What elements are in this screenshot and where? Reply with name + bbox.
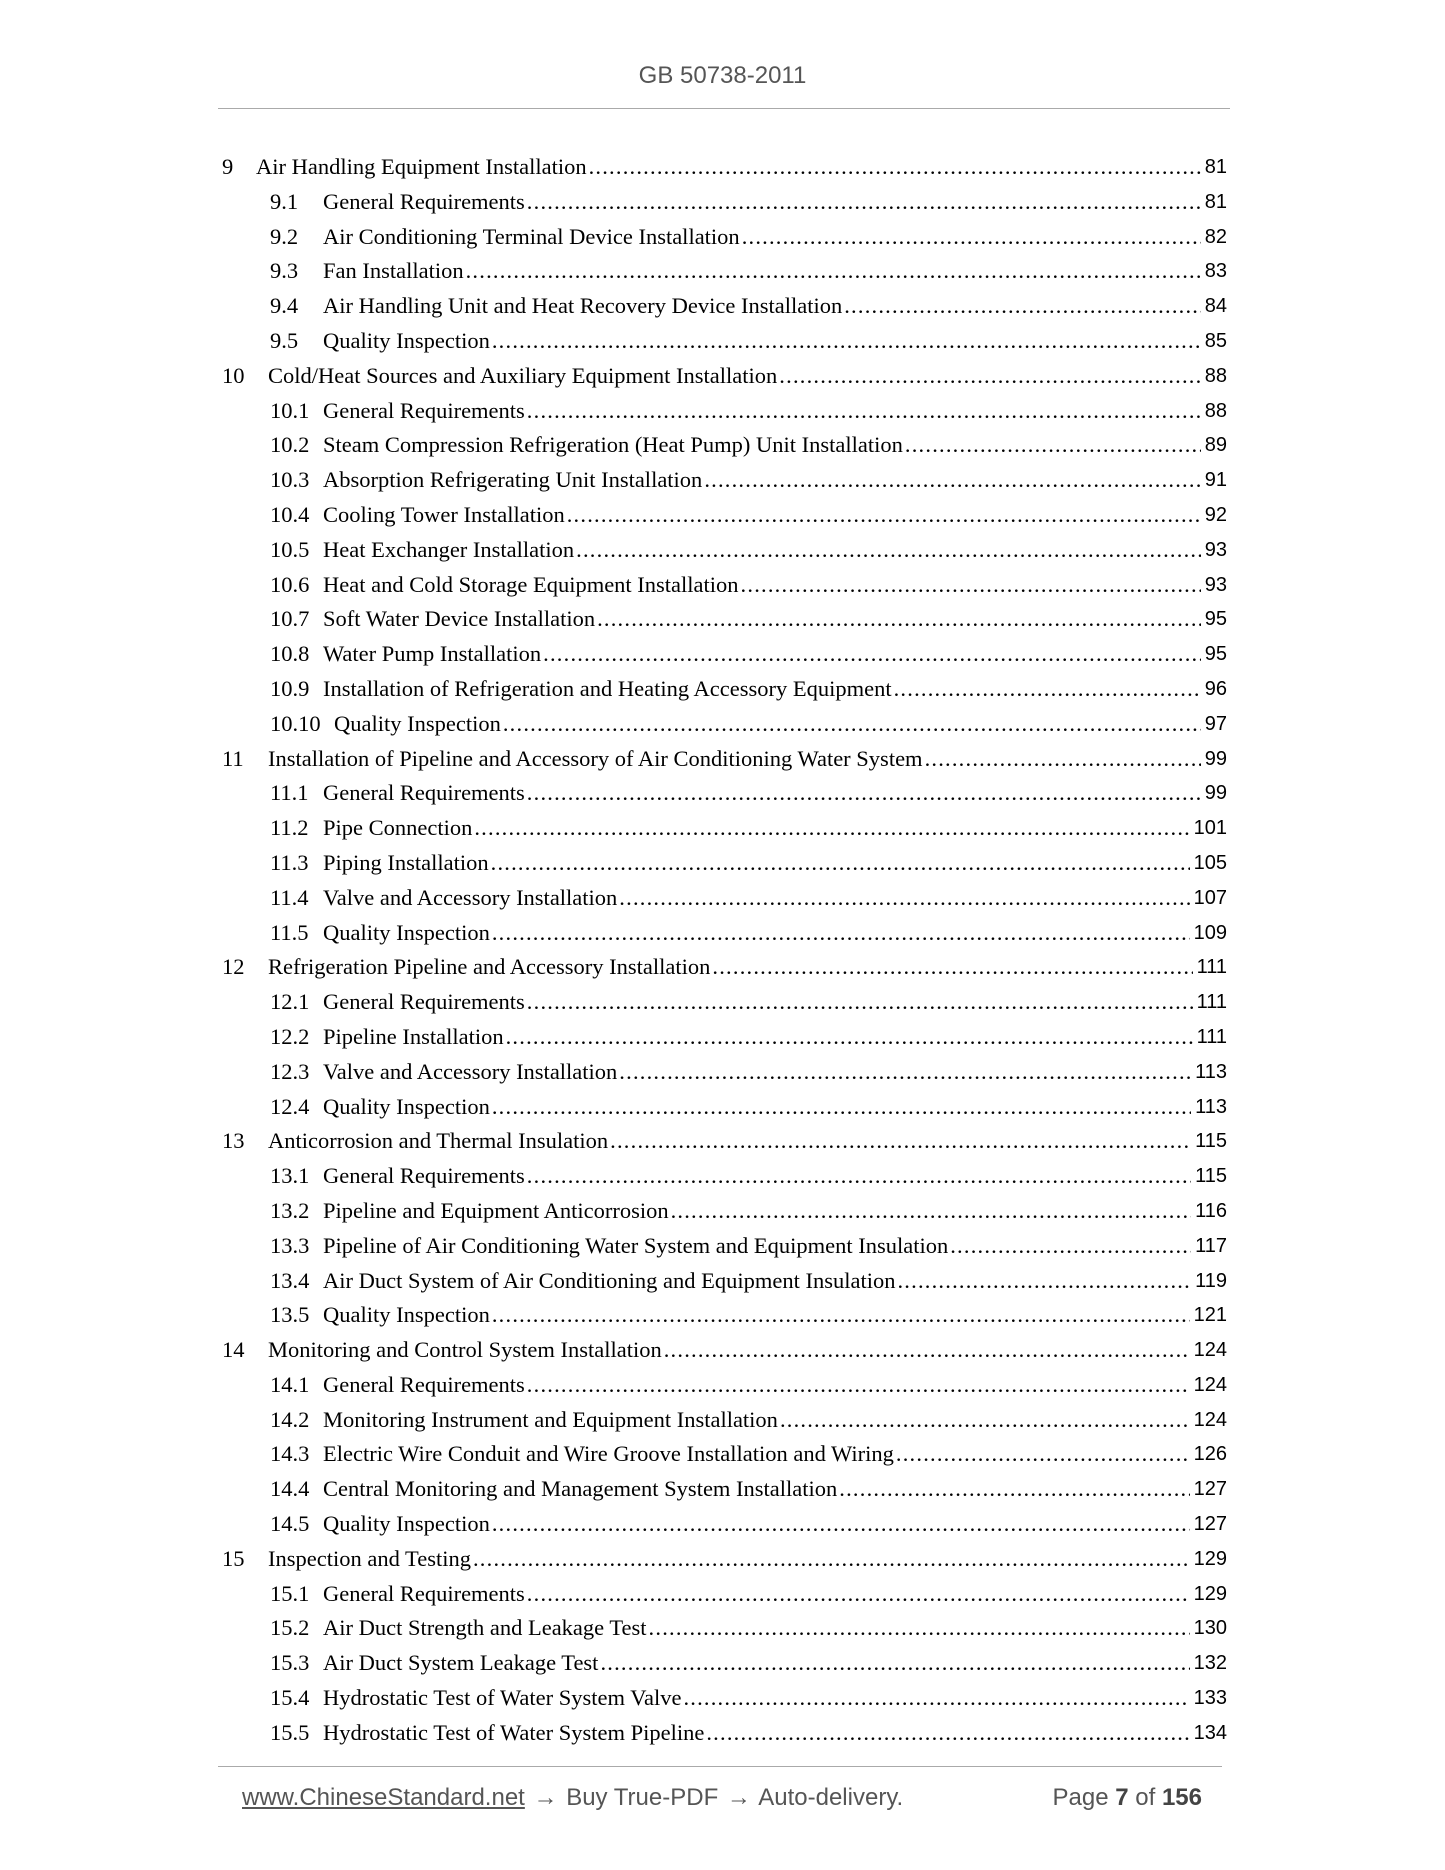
toc-section-entry[interactable] <box>222 289 1227 324</box>
toc-title: Air Duct System of Air Conditioning and Equipment Insulation <box>323 1267 896 1293</box>
toc-section-entry[interactable] <box>222 324 1227 359</box>
dot-leader <box>706 1716 1189 1751</box>
toc-section-entry[interactable] <box>222 1229 1227 1264</box>
toc-section-entry[interactable] <box>222 1437 1227 1472</box>
dot-leader <box>576 533 1201 568</box>
dot-leader <box>492 916 1190 951</box>
toc-title: Pipeline and Equipment Anticorrosion <box>323 1197 669 1223</box>
toc-section-entry[interactable] <box>222 1403 1227 1438</box>
dot-leader <box>610 1124 1191 1159</box>
toc-title: Soft Water Device Installation <box>323 606 596 632</box>
toc-title: Pipe Connection <box>323 815 473 841</box>
dot-leader <box>780 1403 1190 1438</box>
toc-number: 10.4 <box>270 501 310 527</box>
dot-leader <box>491 846 1190 881</box>
toc-section-entry[interactable] <box>222 1090 1227 1125</box>
toc-page-number: 130 <box>1193 1617 1227 1640</box>
dot-leader <box>905 428 1201 463</box>
dot-leader <box>844 289 1201 324</box>
toc-title: Quality Inspection <box>323 327 490 353</box>
toc-page-number: 99 <box>1204 747 1227 770</box>
toc-page-number: 129 <box>1193 1582 1227 1605</box>
toc-number: 10.8 <box>270 641 310 667</box>
table-of-contents <box>222 150 1227 1751</box>
toc-page-number: 93 <box>1204 573 1227 596</box>
toc-title: Cold/Heat Sources and Auxiliary Equipment Installation <box>268 362 778 388</box>
toc-page-number: 113 <box>1195 1060 1227 1083</box>
toc-page-number: 89 <box>1204 434 1227 457</box>
toc-section-entry[interactable] <box>222 1646 1227 1681</box>
toc-page-number: 107 <box>1193 886 1227 909</box>
dot-leader <box>839 1472 1189 1507</box>
dot-leader <box>950 1229 1191 1264</box>
toc-page-number: 127 <box>1193 1513 1227 1536</box>
toc-number: 12.4 <box>270 1093 310 1119</box>
toc-page-number: 124 <box>1193 1373 1227 1396</box>
toc-section-entry[interactable] <box>222 1507 1227 1542</box>
toc-title: Central Monitoring and Management System Installation <box>323 1476 838 1502</box>
toc-page-number: 93 <box>1204 538 1227 561</box>
toc-number: 10.3 <box>270 467 310 493</box>
toc-number: 9.2 <box>270 223 299 249</box>
toc-page-number: 99 <box>1204 782 1227 805</box>
dot-leader <box>492 324 1201 359</box>
toc-title: Absorption Refrigerating Unit Installation <box>323 467 703 493</box>
dot-leader <box>527 1159 1191 1194</box>
toc-page-number: 88 <box>1204 399 1227 422</box>
toc-number: 11.5 <box>270 919 309 945</box>
dot-leader <box>649 1611 1190 1646</box>
toc-number: 15.3 <box>270 1650 310 1676</box>
toc-section-entry[interactable] <box>222 1611 1227 1646</box>
toc-section-entry[interactable] <box>222 1716 1227 1751</box>
toc-chapter-entry[interactable] <box>222 1124 1227 1159</box>
toc-section-entry[interactable] <box>222 916 1227 951</box>
toc-page-number: 121 <box>1193 1304 1227 1327</box>
toc-number: 15.5 <box>270 1719 310 1745</box>
toc-title: Quality Inspection <box>323 1302 490 1328</box>
dot-leader <box>664 1333 1190 1368</box>
dot-leader <box>683 1681 1189 1716</box>
toc-section-entry[interactable] <box>222 463 1227 498</box>
dot-leader <box>466 254 1201 289</box>
toc-page-number: 95 <box>1204 608 1227 631</box>
toc-number: 13.1 <box>270 1163 310 1189</box>
toc-page-number: 109 <box>1193 921 1227 944</box>
toc-title: Fan Installation <box>323 258 464 284</box>
toc-title: Air Handling Equipment Installation <box>256 154 587 179</box>
toc-section-entry[interactable] <box>222 602 1227 637</box>
dot-leader <box>894 672 1201 707</box>
toc-number: 10.6 <box>270 571 310 597</box>
dot-leader <box>473 1542 1190 1577</box>
page-of-label: of <box>1135 1784 1156 1811</box>
toc-title: Inspection and Testing <box>268 1545 471 1571</box>
toc-page-number: 81 <box>1204 190 1227 213</box>
dot-leader <box>506 1020 1193 1055</box>
toc-title: Water Pump Installation <box>323 641 542 667</box>
toc-page-number: 105 <box>1193 851 1227 874</box>
toc-section-entry[interactable] <box>222 428 1227 463</box>
toc-chapter-entry[interactable] <box>222 1542 1227 1577</box>
toc-number: 15.4 <box>270 1685 310 1711</box>
toc-page-number: 116 <box>1195 1199 1227 1222</box>
toc-title: Monitoring Instrument and Equipment Installation <box>323 1406 778 1432</box>
page-footer <box>242 1784 1202 1812</box>
dot-leader <box>492 1090 1191 1125</box>
toc-title: Heat and Cold Storage Equipment Installation <box>323 571 739 597</box>
dot-leader <box>527 776 1201 811</box>
toc-number: 10.10 <box>270 710 321 736</box>
toc-section-entry[interactable] <box>222 1194 1227 1229</box>
toc-title: General Requirements <box>323 188 525 214</box>
toc-title: Installation of Refrigeration and Heating Accessory Equipment <box>323 675 892 701</box>
toc-title: Refrigeration Pipeline and Accessory Installation <box>268 954 711 980</box>
toc-page-number: 129 <box>1193 1547 1227 1570</box>
toc-page-number: 126 <box>1193 1443 1227 1466</box>
toc-number: 11.3 <box>270 849 309 875</box>
toc-page-number: 111 <box>1196 1025 1227 1048</box>
toc-title: General Requirements <box>323 1163 525 1189</box>
toc-chapter-entry[interactable] <box>222 950 1227 985</box>
toc-title: Electric Wire Conduit and Wire Groove Installation and Wiring <box>323 1441 894 1467</box>
toc-number: 9.5 <box>270 327 299 353</box>
dot-leader <box>779 359 1200 394</box>
toc-title: Air Duct Strength and Leakage Test <box>323 1615 647 1641</box>
toc-number: 14.3 <box>270 1441 310 1467</box>
dot-leader <box>741 568 1201 603</box>
toc-title: Quality Inspection <box>323 1511 490 1537</box>
toc-section-entry[interactable] <box>222 498 1227 533</box>
toc-number: 11.4 <box>270 884 309 910</box>
toc-title: Air Duct System Leakage Test <box>323 1650 599 1676</box>
toc-chapter-entry[interactable] <box>222 1333 1227 1368</box>
toc-section-entry[interactable] <box>222 985 1227 1020</box>
page-current: 7 <box>1115 1784 1129 1811</box>
toc-number: 11.1 <box>270 780 309 806</box>
dot-leader <box>597 602 1201 637</box>
dot-leader <box>704 463 1200 498</box>
website-link[interactable]: www.ChineseStandard.net <box>242 1784 525 1811</box>
dot-leader <box>742 220 1201 255</box>
toc-number: 10 <box>222 362 245 388</box>
toc-title: General Requirements <box>323 397 525 423</box>
dot-leader <box>527 1368 1190 1403</box>
toc-section-entry[interactable] <box>222 881 1227 916</box>
toc-section-entry[interactable] <box>222 1055 1227 1090</box>
dot-leader <box>527 1577 1190 1612</box>
toc-number: 10.9 <box>270 675 310 701</box>
page-label: Page <box>1052 1784 1109 1811</box>
toc-chapter-entry[interactable] <box>222 359 1227 394</box>
toc-title: Anticorrosion and Thermal Insulation <box>268 1128 609 1154</box>
toc-title: General Requirements <box>323 780 525 806</box>
toc-number: 13.2 <box>270 1197 310 1223</box>
toc-section-entry[interactable] <box>222 707 1227 742</box>
toc-page-number: 81 <box>1204 156 1227 178</box>
dot-leader <box>925 742 1201 777</box>
dot-leader <box>503 707 1201 742</box>
toc-page-number: 84 <box>1204 295 1227 318</box>
toc-page-number: 133 <box>1193 1687 1227 1710</box>
toc-title: Pipeline of Air Conditioning Water System and Equipment Insulation <box>323 1232 949 1258</box>
dot-leader <box>712 950 1192 985</box>
toc-page-number: 101 <box>1193 817 1227 840</box>
toc-section-entry[interactable] <box>222 1020 1227 1055</box>
toc-page-number: 119 <box>1195 1269 1227 1292</box>
toc-title: Quality Inspection <box>323 1093 490 1119</box>
toc-page-number: 97 <box>1204 712 1227 735</box>
toc-number: 10.2 <box>270 432 310 458</box>
toc-page-number: 124 <box>1193 1408 1227 1431</box>
page-indicator <box>1053 1784 1203 1812</box>
toc-title: Cooling Tower Installation <box>323 501 565 527</box>
dot-leader <box>527 394 1201 429</box>
toc-section-entry[interactable] <box>222 1472 1227 1507</box>
toc-page-number: 113 <box>1195 1095 1227 1118</box>
toc-title: Pipeline Installation <box>323 1023 504 1049</box>
toc-number: 14.2 <box>270 1406 310 1432</box>
toc-number: 12.1 <box>270 989 310 1015</box>
dot-leader <box>897 1264 1191 1299</box>
toc-page-number: 124 <box>1193 1339 1227 1362</box>
toc-number: 12.3 <box>270 1058 310 1084</box>
page-header: GB 50738-2011 <box>638 62 807 89</box>
toc-title: Heat Exchanger Installation <box>323 536 575 562</box>
dot-leader <box>474 811 1189 846</box>
toc-page-number: 95 <box>1204 643 1227 666</box>
toc-title: Quality Inspection <box>323 919 490 945</box>
toc-number: 14.1 <box>270 1371 310 1397</box>
toc-page-number: 92 <box>1204 503 1227 526</box>
toc-title: Hydrostatic Test of Water System Pipeline <box>323 1719 705 1745</box>
toc-section-entry[interactable] <box>222 1681 1227 1716</box>
toc-page-number: 111 <box>1196 956 1227 979</box>
toc-section-entry[interactable] <box>222 672 1227 707</box>
toc-number: 15.1 <box>270 1580 310 1606</box>
dot-leader <box>543 637 1201 672</box>
dot-leader <box>600 1646 1189 1681</box>
toc-page-number: 115 <box>1195 1130 1227 1153</box>
auto-delivery-text: Auto-delivery. <box>758 1784 904 1811</box>
toc-number: 10.5 <box>270 536 310 562</box>
toc-page-number: 127 <box>1193 1478 1227 1501</box>
toc-number: 13.4 <box>270 1267 310 1293</box>
dot-leader <box>671 1194 1192 1229</box>
toc-section-entry[interactable] <box>222 568 1227 603</box>
toc-page-number: 83 <box>1204 260 1227 283</box>
toc-number: 13.3 <box>270 1232 310 1258</box>
toc-number: 15.2 <box>270 1615 310 1641</box>
dot-leader <box>527 985 1193 1020</box>
toc-section-entry[interactable] <box>222 1368 1227 1403</box>
dot-leader <box>567 498 1201 533</box>
toc-page-number: 132 <box>1193 1652 1227 1675</box>
toc-section-entry[interactable] <box>222 776 1227 811</box>
toc-title: General Requirements <box>323 1371 525 1397</box>
arrow-icon: → <box>533 1784 558 1811</box>
toc-page-number: 111 <box>1196 991 1227 1014</box>
toc-page-number: 91 <box>1204 469 1227 492</box>
toc-section-entry[interactable] <box>222 846 1227 881</box>
toc-number: 14.4 <box>270 1476 310 1502</box>
toc-section-entry[interactable] <box>222 254 1227 289</box>
toc-page-number: 88 <box>1204 364 1227 387</box>
toc-section-entry[interactable] <box>222 220 1227 255</box>
dot-leader <box>896 1437 1190 1472</box>
toc-title: Valve and Accessory Installation <box>323 1058 618 1084</box>
toc-section-entry[interactable] <box>222 1264 1227 1299</box>
toc-number: 10.7 <box>270 606 310 632</box>
toc-page-number: 85 <box>1204 329 1227 352</box>
toc-number: 9.4 <box>270 293 299 319</box>
dot-leader <box>492 1298 1190 1333</box>
dot-leader <box>619 1055 1191 1090</box>
toc-number: 9 <box>222 154 234 179</box>
toc-number: 14 <box>222 1337 245 1363</box>
toc-section-entry[interactable] <box>222 394 1227 429</box>
toc-section-entry[interactable] <box>222 1577 1227 1612</box>
toc-title: Steam Compression Refrigeration (Heat Pump) Unit Installation <box>323 432 903 458</box>
toc-section-entry[interactable] <box>222 637 1227 672</box>
dot-leader <box>619 881 1189 916</box>
toc-section-entry[interactable] <box>222 811 1227 846</box>
toc-number: 9.3 <box>270 258 299 284</box>
toc-section-entry[interactable] <box>222 1298 1227 1333</box>
toc-number: 10.1 <box>270 397 310 423</box>
toc-number: 11 <box>222 745 244 771</box>
toc-section-entry[interactable] <box>222 533 1227 568</box>
toc-number: 14.5 <box>270 1511 310 1537</box>
dot-leader <box>527 185 1201 220</box>
toc-number: 13.5 <box>270 1302 310 1328</box>
toc-title: Piping Installation <box>323 849 489 875</box>
toc-page-number: 96 <box>1204 677 1227 700</box>
dot-leader <box>492 1507 1190 1542</box>
toc-title: Installation of Pipeline and Accessory of Air Conditioning Water System <box>268 745 923 771</box>
header-divider <box>218 108 1230 109</box>
toc-section-entry[interactable] <box>222 1159 1227 1194</box>
toc-title: General Requirements <box>323 1580 525 1606</box>
toc-title: Hydrostatic Test of Water System Valve <box>323 1685 682 1711</box>
arrow-icon: → <box>726 1784 751 1811</box>
toc-page-number: 82 <box>1204 225 1227 248</box>
footer-divider <box>218 1766 1222 1767</box>
toc-section-entry[interactable] <box>222 185 1227 220</box>
toc-title: Valve and Accessory Installation <box>323 884 618 910</box>
toc-chapter-entry[interactable] <box>222 742 1227 777</box>
toc-number: 9.1 <box>270 188 299 214</box>
toc-number: 12.2 <box>270 1023 310 1049</box>
toc-number: 11.2 <box>270 815 309 841</box>
toc-title: Air Handling Unit and Heat Recovery Device Installation <box>323 293 843 319</box>
toc-title: Air Conditioning Terminal Device Installation <box>323 223 740 249</box>
dot-leader <box>589 150 1201 185</box>
toc-title: General Requirements <box>323 989 525 1015</box>
toc-title: Quality Inspection <box>334 710 501 736</box>
toc-page-number: 117 <box>1195 1234 1227 1257</box>
toc-title: Monitoring and Control System Installation <box>268 1337 662 1363</box>
toc-page-number: 134 <box>1193 1721 1227 1744</box>
toc-number: 12 <box>222 954 245 980</box>
buy-pdf-text: Buy True-PDF <box>566 1784 719 1811</box>
toc-chapter-entry[interactable] <box>222 150 1227 185</box>
toc-number: 13 <box>222 1128 245 1154</box>
page-total: 156 <box>1161 1784 1202 1811</box>
toc-number: 15 <box>222 1545 245 1571</box>
toc-page-number: 115 <box>1195 1165 1227 1188</box>
